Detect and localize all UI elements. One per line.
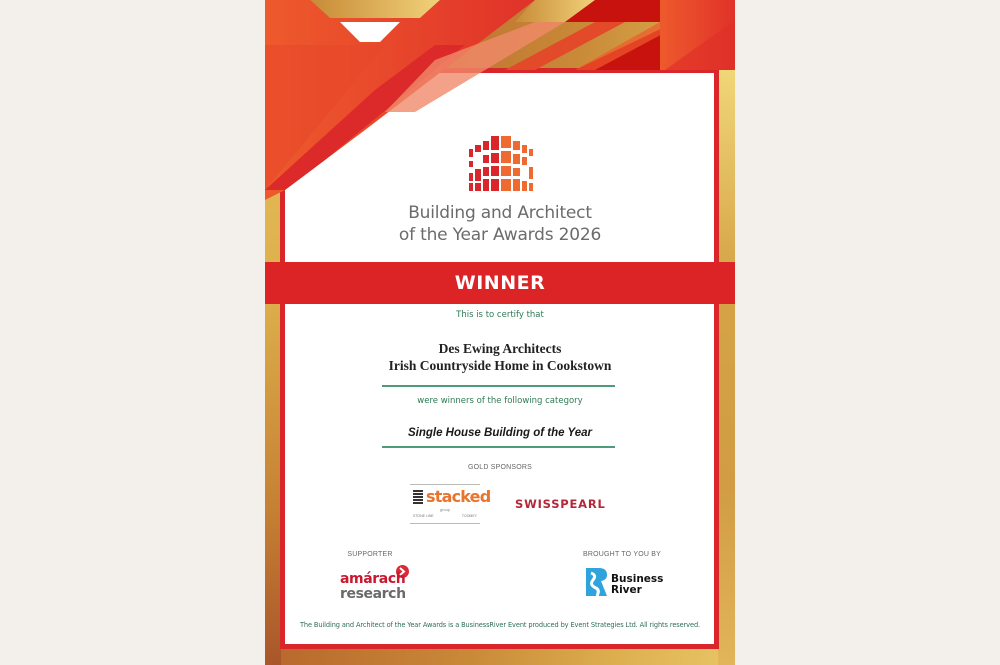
swisspearl-logo: SWISSPEARL bbox=[515, 497, 606, 511]
gold-sponsors-label: GOLD SPONSORS bbox=[467, 464, 533, 471]
business-word: Business bbox=[611, 573, 664, 585]
awards-title-line2: of the Year Awards 2026 bbox=[398, 225, 602, 245]
stacked-wordmark: stacked bbox=[426, 487, 491, 506]
divider-bottom bbox=[382, 446, 615, 448]
category-name: Single House Building of the Year bbox=[407, 427, 593, 439]
partner-stoneline: STONE LINE bbox=[413, 514, 434, 518]
research-word: research bbox=[340, 586, 406, 602]
certificate bbox=[265, 0, 735, 665]
divider-top bbox=[382, 385, 615, 387]
recipient-project: Irish Countryside Home in Cookstown bbox=[388, 358, 612, 373]
winner-banner bbox=[265, 262, 735, 304]
business-river-icon bbox=[585, 567, 609, 597]
certify-text: This is to certify that bbox=[456, 310, 544, 320]
winner-label: WINNER bbox=[454, 272, 546, 294]
supporter-label: SUPPORTER bbox=[347, 551, 393, 558]
stacked-group-logo bbox=[410, 484, 491, 524]
river-word: River bbox=[611, 584, 642, 596]
awards-logo-icon bbox=[467, 133, 537, 195]
amarach-word: amárach bbox=[340, 571, 406, 587]
footer-text: The Building and Architect of the Year Awards is a BusinessRiver Event produced by Event Strategies Ltd. All rights reserved. bbox=[299, 621, 701, 629]
partner-toomey: TOOMEY bbox=[461, 514, 477, 518]
recipient-company: Des Ewing Architects bbox=[438, 341, 562, 356]
awards-title-line1: Building and Architect bbox=[408, 203, 592, 223]
stacked-bars-icon bbox=[413, 490, 423, 504]
amarach-research-logo bbox=[340, 565, 420, 605]
business-river-logo bbox=[585, 567, 665, 599]
stacked-group-label: group bbox=[439, 507, 451, 512]
winners-text: were winners of the following category bbox=[417, 396, 583, 406]
stacked-partners bbox=[413, 514, 477, 518]
brought-to-you-label: BROUGHT TO YOU BY bbox=[583, 551, 661, 558]
